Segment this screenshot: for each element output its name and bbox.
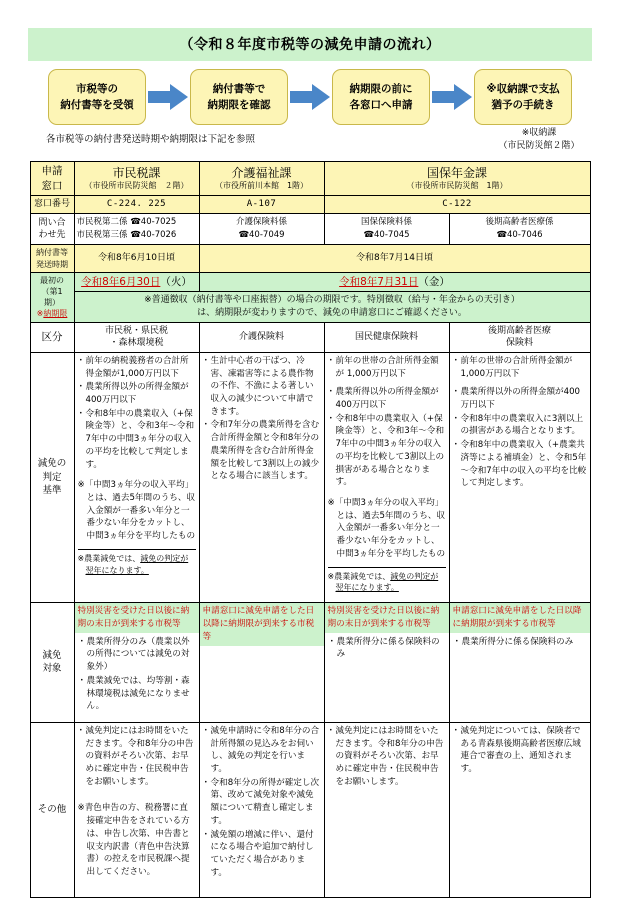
flow-step-2-line2: 納期限を確認 [207, 99, 271, 111]
target-cell-3 [324, 602, 449, 722]
target-cell-1 [74, 602, 199, 722]
contact-dept-1a: 市民税第二係 [76, 216, 128, 227]
first-deadline-2 [199, 272, 590, 292]
criteria-item: ・ 農業所得以外の所得金額が400万円以下 [453, 386, 587, 411]
flow-step-3-line1: 納期限の前に [349, 82, 413, 95]
office-name-3: 国保年金課 [426, 165, 487, 180]
category-1 [74, 322, 199, 352]
criteria-footnote-3 [328, 567, 446, 594]
target-header-4: 申請窓口に減免申請をした日以降に納期限が到来する市税等 [450, 603, 590, 633]
table-row-contact [30, 214, 590, 245]
row-label-first-deadline [30, 272, 74, 322]
contact-phone-1b: ☎40-7026 [130, 230, 177, 241]
criteria-footnote-1-plain: ※農業減免では、 [77, 553, 141, 563]
row-label-window: 申請 窓口 [30, 162, 74, 196]
table-row-target [30, 602, 590, 722]
target-cell-4 [449, 602, 590, 722]
flow-arrow-1 [146, 84, 190, 110]
window-number-1: C-224. 225 [74, 196, 199, 214]
target-item: ・ 農業所得分に係る保険料のみ [454, 636, 586, 649]
office-cell-3 [324, 162, 590, 196]
criteria-label-2: 判定 [42, 471, 62, 483]
target-body-4 [450, 633, 590, 653]
other-list-4 [453, 725, 587, 776]
category-3-line1: 国民健康保険料 [354, 331, 418, 342]
category-2 [199, 322, 324, 352]
contact-dept-4: 後期高齢者医療係 [485, 217, 554, 228]
row-label-target [30, 602, 74, 722]
contact-line-1a [77, 216, 197, 230]
row-label-window-number: 窓口番号 [30, 196, 74, 214]
table-row-window-number [30, 196, 590, 214]
other-item: ・ 減免判定にはお時間をいただきます。令和8年分の申告の資料がそろい次第、お早めに確定申告・住民税申告をお願いします。 [78, 725, 196, 789]
contact-cell-3 [324, 214, 449, 245]
criteria-cell-1 [74, 352, 199, 602]
flow-arrow-3 [430, 84, 474, 110]
criteria-list-3 [328, 355, 446, 489]
flow-step-4 [474, 69, 572, 125]
criteria-item: ・ 令和8年中の農業収入に3割以上の損害がある場合となります。 [453, 413, 587, 438]
category-1-line2: ・森林環境税 [109, 338, 164, 349]
office-name-1: 市民税課 [112, 165, 161, 180]
flow-step-3 [332, 69, 430, 125]
other-list-1 [78, 725, 196, 789]
criteria-label-3: 基準 [42, 484, 62, 496]
flow-note-right [486, 127, 596, 153]
row-label-contact: 問い合 わせ先 [30, 214, 74, 245]
other-item: ・ 減免判定については、保険者である青森県後期高齢者医療広域連合で審査の上、通知されます。 [453, 725, 587, 776]
contact-phone-4: ☎40-7046 [496, 230, 543, 241]
contact-dept-3: 国保保険料係 [360, 217, 412, 228]
criteria-list-4 [453, 355, 587, 490]
target-cell-2 [199, 602, 324, 722]
contact-line-1b [77, 229, 197, 243]
flow-step-4-line2: 猶予の手続き [491, 99, 555, 111]
table-row-criteria [30, 352, 590, 602]
table-row-first-deadline [30, 272, 590, 292]
first-deadline-day-1: （火） [160, 275, 192, 288]
contact-phone-3: ☎40-7045 [363, 230, 410, 241]
table-row-send-period [30, 245, 590, 272]
criteria-footnote-3-underline: 減免の判定が翌年になります。 [335, 571, 439, 593]
criteria-item: ・ 農業所得以外の所得金額が400万円以下 [78, 381, 196, 406]
contact-phone-2: ☎40-7049 [238, 230, 285, 241]
target-item: ・ 農業減免では、均等割・森林環境税は減免になりません。 [79, 675, 195, 713]
office-cell-1 [74, 162, 199, 196]
office-sub-3: （市役所市民防災館 1階） [406, 181, 508, 191]
table-row-other [30, 722, 590, 897]
target-body-1 [75, 633, 199, 717]
target-header-1: 特別災害を受けた日以後に納期の末日が到来する市税等 [75, 603, 199, 633]
criteria-label-1: 減免の [37, 458, 67, 470]
deadline-notice [74, 292, 590, 322]
category-4 [449, 322, 590, 352]
send-period-2: 令和8年7月14日頃 [199, 245, 590, 272]
table-row-deadline-notice [30, 292, 590, 322]
other-item: ・ 減免額の増減に伴い、還付になる場合や追加で納付していただく場合があります。 [203, 829, 321, 880]
other-cell-4 [449, 722, 590, 897]
criteria-item: ・ 令和7年分の農業所得を含む合計所得金額と令和8年分の農業所得を含む合計所得金額を比較して3割以上の減少となる場合に該当します。 [203, 419, 321, 483]
first-deadline-label-2: （第1期） [41, 287, 63, 308]
other-item: ・ 減免判定にはお時間をいただきます。令和8年分の申告の資料がそろい次第、お早めに確定申告・住民税申告をお願いします。 [328, 725, 446, 789]
contact-cell-4 [449, 214, 590, 245]
other-item: ・ 減免申請時に令和8年分の合計所得額の見込みをお伺いし、減免の判定を行います。 [203, 725, 321, 776]
target-list-3 [329, 636, 445, 661]
other-cell-2 [199, 722, 324, 897]
row-label-criteria [30, 352, 74, 602]
target-item: ・ 農業所得分のみ（農業以外の所得については減免の対象外） [79, 636, 195, 674]
category-3 [324, 322, 449, 352]
criteria-item: ・ 農業所得以外の所得金額が400万円以下 [328, 386, 446, 411]
other-note-1: ※青色申告の方、税務署に直接確定申告をされている方は、申告し次第、申告書と収支内訳書（青色申告決算書）の控えを市民税課へ提出してください。 [77, 803, 190, 878]
target-header-2: 申請窓口に減免申請をした日以降に納期限が到来する市税等 [200, 603, 324, 646]
first-deadline-day-2: （金） [418, 275, 450, 288]
category-4-line2: 保険料 [505, 338, 533, 349]
target-list-1 [79, 636, 195, 713]
other-cell-3 [324, 722, 449, 897]
criteria-item: ・ 令和8年中の農業収入（+保険金等）と、令和3年～令和7年中の中間3ヵ年分の収入の平均を比較して判定します。 [78, 408, 196, 472]
contact-phone-1a: ☎40-7025 [130, 216, 177, 227]
target-header-3: 特別災害を受けた日以後に納期の末日が到来する市税等 [325, 603, 449, 633]
office-cell-2 [199, 162, 324, 196]
criteria-item: ・ 前年の納税義務者の合計所得金額が1,000万円以下 [78, 355, 196, 380]
criteria-cell-3 [324, 352, 449, 602]
target-label-2: 対象 [42, 663, 62, 675]
row-label-other: その他 [30, 722, 74, 897]
first-deadline-label-3: ※納期限 [36, 309, 68, 319]
flow-step-1-line2: 納付書等を受領 [60, 99, 134, 111]
process-flow-diagram [24, 69, 596, 125]
criteria-footnote-1-underline: 減免の判定が翌年になります。 [85, 553, 189, 575]
criteria-item: ・ 生計中心者の干ばつ、冷害、凍霜害等による農作物の不作、不漁による著しい収入の減少について申請できます。 [203, 355, 321, 419]
first-deadline-date-2: 令和8年7月31日 [339, 275, 419, 288]
page-title: （令和８年度市税等の減免申請の流れ） [28, 28, 592, 61]
flow-step-2-line1: 納付書等で [212, 82, 266, 95]
window-number-2: A-107 [199, 196, 324, 214]
contact-dept-1b: 市民税第三係 [76, 230, 128, 241]
criteria-list-1 [78, 355, 196, 471]
document-page [0, 28, 620, 905]
target-list-4 [454, 636, 586, 649]
criteria-item: ・ 令和8年中の農業収入（+農業共済等による補填金）と、令和5年～令和7年中の収入の平均を比較して判定します。 [453, 439, 587, 490]
office-sub-1: （市役所市民防災館 ２階） [84, 181, 189, 191]
table-row-window [30, 162, 590, 196]
other-item: ・ 令和8年分の所得が確定し次第、改めて減免対象や減免額について精査し確定します。 [203, 777, 321, 828]
arrow-right-icon [148, 84, 188, 110]
first-deadline-label-1: 最初の [40, 275, 64, 285]
criteria-cell-4 [449, 352, 590, 602]
category-1-line1: 市民税・県民税 [104, 325, 168, 336]
table-row-category [30, 322, 590, 352]
criteria-item: ・ 前年の世帯の合計所得金額が 1,000万円以下 [328, 355, 446, 380]
target-label-1: 減免 [42, 650, 62, 662]
flow-note-left: 各市税等の納付書発送時期や納期限は下記を参照 [46, 134, 256, 145]
target-item: ・ 農業所得分に係る保険料のみ [329, 636, 445, 661]
contact-dept-2: 介護保険料係 [235, 217, 287, 228]
deadline-notice-line1: ※普通徴収（納付書等や口座振替）の場合の期限です。特別徴収（給与・年金からの天引き） [144, 295, 520, 306]
other-list-2 [203, 725, 321, 880]
criteria-list-2 [203, 355, 321, 483]
contact-cell-1 [74, 214, 199, 245]
flow-arrow-2 [288, 84, 332, 110]
flow-step-3-line2: 各窓口へ申請 [349, 99, 413, 111]
flow-step-1 [48, 69, 146, 125]
flow-note-right-line2: （市民防災館２階） [498, 141, 580, 152]
window-number-3: C-122 [324, 196, 590, 214]
other-cell-1 [74, 722, 199, 897]
row-label-send-period: 納付書等 発送時期 [30, 245, 74, 272]
criteria-item: ・ 令和8年中の農業収入（+保険金等）と、令和3年～令和7年中の中間3ヵ年分の収入の平均を比較して3割以上の損害がある場合となります。 [328, 413, 446, 489]
criteria-cell-2 [199, 352, 324, 602]
flow-step-4-line1: ※収納課で支払 [486, 82, 560, 95]
arrow-right-icon [290, 84, 330, 110]
flow-step-1-line1: 市税等の [76, 82, 118, 95]
arrow-right-icon [432, 84, 472, 110]
other-list-3 [328, 725, 446, 789]
target-body-3 [325, 633, 449, 665]
criteria-footnote-1 [78, 549, 196, 576]
flow-note-right-line1: ※収納課 [521, 128, 557, 138]
row-label-category: 区分 [30, 322, 74, 352]
reduction-application-table [30, 161, 591, 898]
office-name-2: 介護福祉課 [231, 165, 292, 180]
first-deadline-date-1: 令和8年6月30日 [81, 275, 161, 288]
office-sub-2: （市役所前川本館 1階） [214, 181, 309, 191]
deadline-notice-line2: は、納期限が変わりますので、減免の申請窓口にご確認ください。 [197, 308, 467, 319]
contact-cell-2 [199, 214, 324, 245]
category-4-line1: 後期高齢者医療 [487, 325, 551, 336]
flow-notes [24, 127, 596, 153]
send-period-1: 令和8年6月10日頃 [74, 245, 199, 272]
criteria-note-1: ※「中間3ヵ年分の収入平均」とは、過去5年間のうち、収入金額が一番多い年分と一番少ない年分をカットし、中間3ヵ年分を平均したもの [77, 480, 196, 542]
first-deadline-1 [74, 272, 199, 292]
criteria-footnote-3-plain: ※農業減免では、 [327, 571, 391, 581]
criteria-note-3: ※「中間3ヵ年分の収入平均」とは、過去5年間のうち、収入金額が一番多い年分と一番少ない年分をカットし、中間3ヵ年分を平均したもの [327, 498, 446, 559]
target-body-2 [200, 646, 324, 652]
criteria-item: ・ 前年の世帯の合計所得金額が 1,000万円以下 [453, 355, 587, 380]
category-2-line1: 介護保険料 [238, 331, 284, 342]
flow-step-2 [190, 69, 288, 125]
